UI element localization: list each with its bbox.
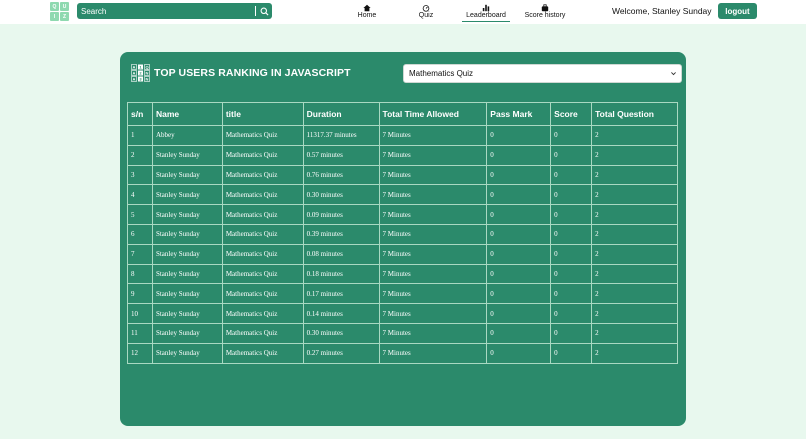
column-header: Total Question xyxy=(592,103,678,126)
table-cell: Abbey xyxy=(152,126,222,146)
table-cell: 0 xyxy=(487,343,551,363)
nav-leaderboard[interactable] xyxy=(462,3,510,22)
table-row xyxy=(128,304,678,324)
leaderboard-card xyxy=(120,52,686,426)
table-cell: Stanley Sunday xyxy=(152,343,222,363)
table-cell: 0 xyxy=(551,304,592,324)
column-header: Duration xyxy=(303,103,379,126)
table-cell: 7 Minutes xyxy=(379,304,487,324)
timer-icon xyxy=(422,3,430,12)
quiz-select[interactable] xyxy=(403,64,682,83)
table-row xyxy=(128,284,678,304)
table-cell: Stanley Sunday xyxy=(152,165,222,185)
table-cell: 7 Minutes xyxy=(379,264,487,284)
table-row xyxy=(128,244,678,264)
table-cell: Mathematics Quiz xyxy=(222,264,303,284)
table-cell: Stanley Sunday xyxy=(152,244,222,264)
rank-icon-letter: A xyxy=(132,76,136,82)
table-cell: 0.27 minutes xyxy=(303,343,379,363)
table-cell: Mathematics Quiz xyxy=(222,205,303,225)
logo-letter: U xyxy=(60,2,69,11)
bar-chart-icon xyxy=(482,3,490,12)
rank-icon-letter: N xyxy=(145,76,149,82)
table-cell: 2 xyxy=(592,185,678,205)
table-row xyxy=(128,224,678,244)
table-cell: 8 xyxy=(128,264,153,284)
navbar xyxy=(0,0,806,24)
logo-letter: I xyxy=(50,12,59,21)
table-cell: 0.09 minutes xyxy=(303,205,379,225)
table-cell: Mathematics Quiz xyxy=(222,343,303,363)
table-cell: 3 xyxy=(128,165,153,185)
table-row xyxy=(128,205,678,225)
table-cell: 7 Minutes xyxy=(379,145,487,165)
nav-label: Home xyxy=(357,12,377,19)
table-row xyxy=(128,165,678,185)
table-cell: Stanley Sunday xyxy=(152,185,222,205)
column-header: Name xyxy=(152,103,222,126)
nav-home[interactable] xyxy=(357,3,377,22)
table-cell: 0 xyxy=(487,145,551,165)
table-cell: 0 xyxy=(487,165,551,185)
table-cell: 2 xyxy=(592,165,678,185)
rank-icon-number: 3 xyxy=(139,76,142,82)
table-cell: Mathematics Quiz xyxy=(222,304,303,324)
table-cell: 0 xyxy=(551,244,592,264)
rank-icon-letter: Q xyxy=(145,64,149,70)
table-cell: 0.17 minutes xyxy=(303,284,379,304)
column-header: Score xyxy=(551,103,592,126)
welcome-message: Welcome, Stanley Sunday xyxy=(612,6,712,16)
table-cell: Stanley Sunday xyxy=(152,304,222,324)
table-cell: Stanley Sunday xyxy=(152,264,222,284)
table-cell: 0 xyxy=(487,304,551,324)
table-cell: 7 Minutes xyxy=(379,323,487,343)
table-cell: 0 xyxy=(551,145,592,165)
logo-letter: Q xyxy=(50,2,59,11)
table-row xyxy=(128,185,678,205)
table-body xyxy=(128,126,678,364)
table-cell: 10 xyxy=(128,304,153,324)
table-cell: Stanley Sunday xyxy=(152,224,222,244)
table-cell: 2 xyxy=(592,205,678,225)
table-cell: Stanley Sunday xyxy=(152,284,222,304)
table-cell: 0 xyxy=(487,284,551,304)
table-cell: 0.14 minutes xyxy=(303,304,379,324)
table-cell: 0.08 minutes xyxy=(303,244,379,264)
table-cell: Stanley Sunday xyxy=(152,323,222,343)
table-cell: 0 xyxy=(487,205,551,225)
table-cell: 7 Minutes xyxy=(379,224,487,244)
table-cell: 2 xyxy=(592,224,678,244)
table-cell: Mathematics Quiz xyxy=(222,224,303,244)
table-cell: Mathematics Quiz xyxy=(222,126,303,146)
table-cell: Mathematics Quiz xyxy=(222,284,303,304)
column-header: title xyxy=(222,103,303,126)
table-cell: 2 xyxy=(592,126,678,146)
table-cell: 11 xyxy=(128,323,153,343)
table-cell: 0 xyxy=(551,185,592,205)
column-header: Pass Mark xyxy=(487,103,551,126)
table-cell: 7 xyxy=(128,244,153,264)
logout-button[interactable]: logout xyxy=(718,3,757,19)
chevron-down-icon xyxy=(670,70,677,77)
briefcase-icon xyxy=(541,3,549,12)
table-cell: 7 Minutes xyxy=(379,343,487,363)
table-cell: 2 xyxy=(592,343,678,363)
ranking-icon xyxy=(131,64,151,82)
rank-icon-letter: A xyxy=(132,64,136,70)
table-row xyxy=(128,126,678,146)
table-cell: 0 xyxy=(551,264,592,284)
table-cell: Mathematics Quiz xyxy=(222,165,303,185)
home-icon xyxy=(363,3,371,12)
quiz-logo[interactable] xyxy=(50,2,69,21)
table-cell: Stanley Sunday xyxy=(152,145,222,165)
table-cell: 2 xyxy=(592,264,678,284)
logo-letter: Z xyxy=(60,12,69,21)
rank-icon-number: 2 xyxy=(139,70,142,76)
rank-icon-letter: N xyxy=(145,70,149,76)
table-cell: 0 xyxy=(487,185,551,205)
rank-icon-number: 1 xyxy=(139,64,142,70)
search-icon[interactable] xyxy=(256,3,272,19)
table-cell: 2 xyxy=(592,304,678,324)
table-cell: 5 xyxy=(128,205,153,225)
table-cell: 7 Minutes xyxy=(379,185,487,205)
table-cell: 0.30 minutes xyxy=(303,185,379,205)
table-cell: 6 xyxy=(128,224,153,244)
table-cell: 12 xyxy=(128,343,153,363)
table-cell: 0.18 minutes xyxy=(303,264,379,284)
table-cell: 7 Minutes xyxy=(379,126,487,146)
table-cell: 0 xyxy=(551,224,592,244)
table-cell: 0 xyxy=(487,323,551,343)
table-cell: Stanley Sunday xyxy=(152,205,222,225)
table-cell: 0.39 minutes xyxy=(303,224,379,244)
table-cell: 0 xyxy=(487,264,551,284)
table-cell: 0.30 minutes xyxy=(303,323,379,343)
table-cell: Mathematics Quiz xyxy=(222,244,303,264)
column-header: Total Time Allowed xyxy=(379,103,487,126)
table-cell: 9 xyxy=(128,284,153,304)
table-cell: 7 Minutes xyxy=(379,205,487,225)
table-cell: 11317.37 minutes xyxy=(303,126,379,146)
table-cell: 7 Minutes xyxy=(379,284,487,304)
table-cell: 2 xyxy=(592,145,678,165)
nav-label: Quiz xyxy=(418,12,434,19)
table-cell: 0 xyxy=(487,224,551,244)
table-cell: 0 xyxy=(551,165,592,185)
table-cell: 0 xyxy=(487,126,551,146)
table-cell: Mathematics Quiz xyxy=(222,145,303,165)
ranking-table xyxy=(127,102,678,364)
nav-label: Leaderboard xyxy=(466,12,506,19)
table-cell: 1 xyxy=(128,126,153,146)
table-cell: 0 xyxy=(551,126,592,146)
table-cell: 0 xyxy=(551,323,592,343)
table-cell: 0 xyxy=(551,284,592,304)
table-cell: 7 Minutes xyxy=(379,244,487,264)
table-row xyxy=(128,323,678,343)
nav-quiz[interactable] xyxy=(418,3,434,22)
table-cell: 0 xyxy=(551,205,592,225)
card-title: TOP USERS RANKING IN JAVASCRIPT xyxy=(154,67,351,79)
table-cell: Mathematics Quiz xyxy=(222,323,303,343)
search-bar xyxy=(77,3,272,19)
table-cell: 0 xyxy=(487,244,551,264)
table-cell: 0.76 minutes xyxy=(303,165,379,185)
table-cell: 2 xyxy=(592,323,678,343)
table-row xyxy=(128,343,678,363)
table-row xyxy=(128,145,678,165)
table-cell: 0 xyxy=(551,343,592,363)
table-cell: Mathematics Quiz xyxy=(222,185,303,205)
table-header-row xyxy=(128,103,678,126)
card-header xyxy=(131,64,351,82)
table-cell: 7 Minutes xyxy=(379,165,487,185)
table-cell: 2 xyxy=(592,244,678,264)
table-cell: 4 xyxy=(128,185,153,205)
table-row xyxy=(128,264,678,284)
nav-label: Score history xyxy=(524,12,566,19)
quiz-select-value: Mathematics Quiz xyxy=(409,69,474,78)
column-header: s/n xyxy=(128,103,153,126)
nav-score-history[interactable] xyxy=(523,3,567,22)
search-input[interactable] xyxy=(77,3,255,19)
table-cell: 2 xyxy=(128,145,153,165)
rank-icon-letter: A xyxy=(132,70,136,76)
table-cell: 0.57 minutes xyxy=(303,145,379,165)
table-cell: 2 xyxy=(592,284,678,304)
